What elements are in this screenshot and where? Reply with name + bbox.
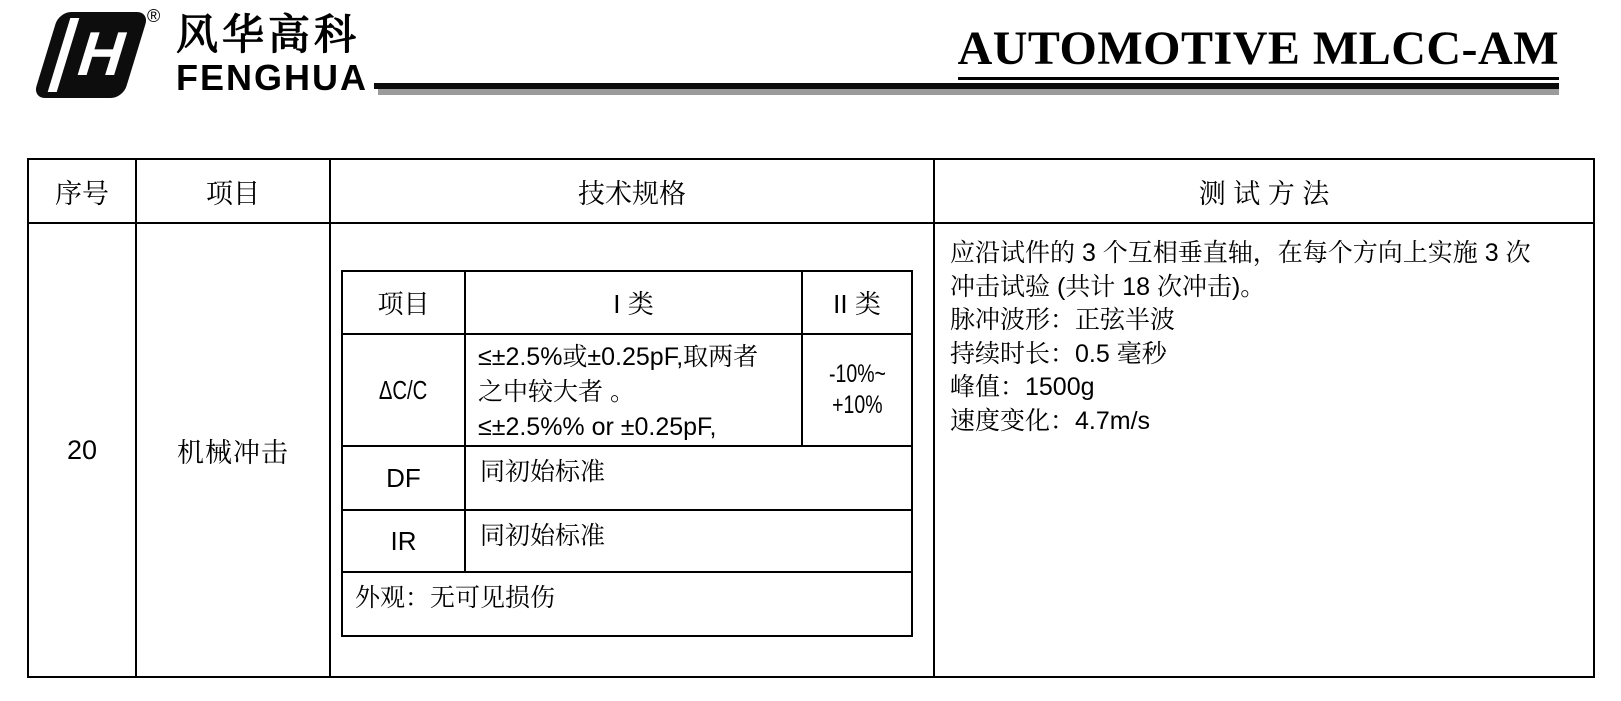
column-header-item: 项目 <box>137 160 331 224</box>
method-line: 冲击试验 (共计 18 次冲击)。 <box>950 272 1266 301</box>
row-item: 机械冲击 <box>137 224 331 676</box>
inner-spec-table <box>341 270 913 637</box>
ir-value: 同初始标准 <box>465 510 912 572</box>
spec-table <box>27 158 1595 678</box>
appearance-value: 外观：无可见损伤 <box>342 572 912 636</box>
column-header-spec: 技术规格 <box>331 160 935 224</box>
dcc-class2-line: +10% <box>831 391 883 419</box>
registered-trademark-icon: ® <box>147 6 161 26</box>
appearance-row <box>342 572 912 636</box>
page-title: AUTOMOTIVE MLCC-AM <box>958 22 1559 80</box>
brand-name-chinese: 风华高科 <box>176 11 361 58</box>
method-line: 应沿试件的 3 个互相垂直轴，在每个方向上实施 3 次 <box>950 239 1531 267</box>
method-line: 持续时长：0.5 毫秒 <box>950 339 1167 368</box>
brand-name-english: FENGHUA <box>176 57 368 98</box>
logo-h-icon: H <box>69 20 136 89</box>
column-header-method: 测 试 方 法 <box>935 160 1593 224</box>
dcc-label: ΔC/C <box>342 334 465 446</box>
dcc-class1-line: ≤±2.5%或±0.25pF,取两者 <box>478 343 759 371</box>
row-method <box>935 224 1593 676</box>
inner-col-item: 项目 <box>342 271 465 334</box>
column-header-no: 序号 <box>29 160 137 224</box>
fenghua-logo-mark <box>33 12 149 98</box>
method-line: 速度变化：4.7m/s <box>950 406 1151 435</box>
header-rule-gray <box>378 89 1559 95</box>
ir-label: IR <box>342 510 465 572</box>
dcc-class1-line: ≤±2.5%% or ±0.25pF, <box>478 413 717 441</box>
dcc-class1-value <box>465 334 802 446</box>
method-line: 脉冲波形：正弦半波 <box>950 306 1176 334</box>
row-no: 20 <box>29 224 137 676</box>
dcc-class2-value <box>802 334 912 446</box>
dcc-class2-line: -10%~ <box>828 360 886 388</box>
df-row <box>342 446 912 510</box>
inner-col-class2: II 类 <box>802 271 912 334</box>
dcc-row <box>342 334 912 446</box>
df-value: 同初始标准 <box>465 446 912 510</box>
df-label: DF <box>342 446 465 510</box>
dcc-class1-line: 之中较大者 。 <box>478 378 635 406</box>
row-spec <box>331 224 935 676</box>
method-line: 峰值：1500g <box>950 373 1095 401</box>
inner-header-row <box>342 271 912 334</box>
inner-col-class1: I 类 <box>465 271 802 334</box>
ir-row <box>342 510 912 572</box>
